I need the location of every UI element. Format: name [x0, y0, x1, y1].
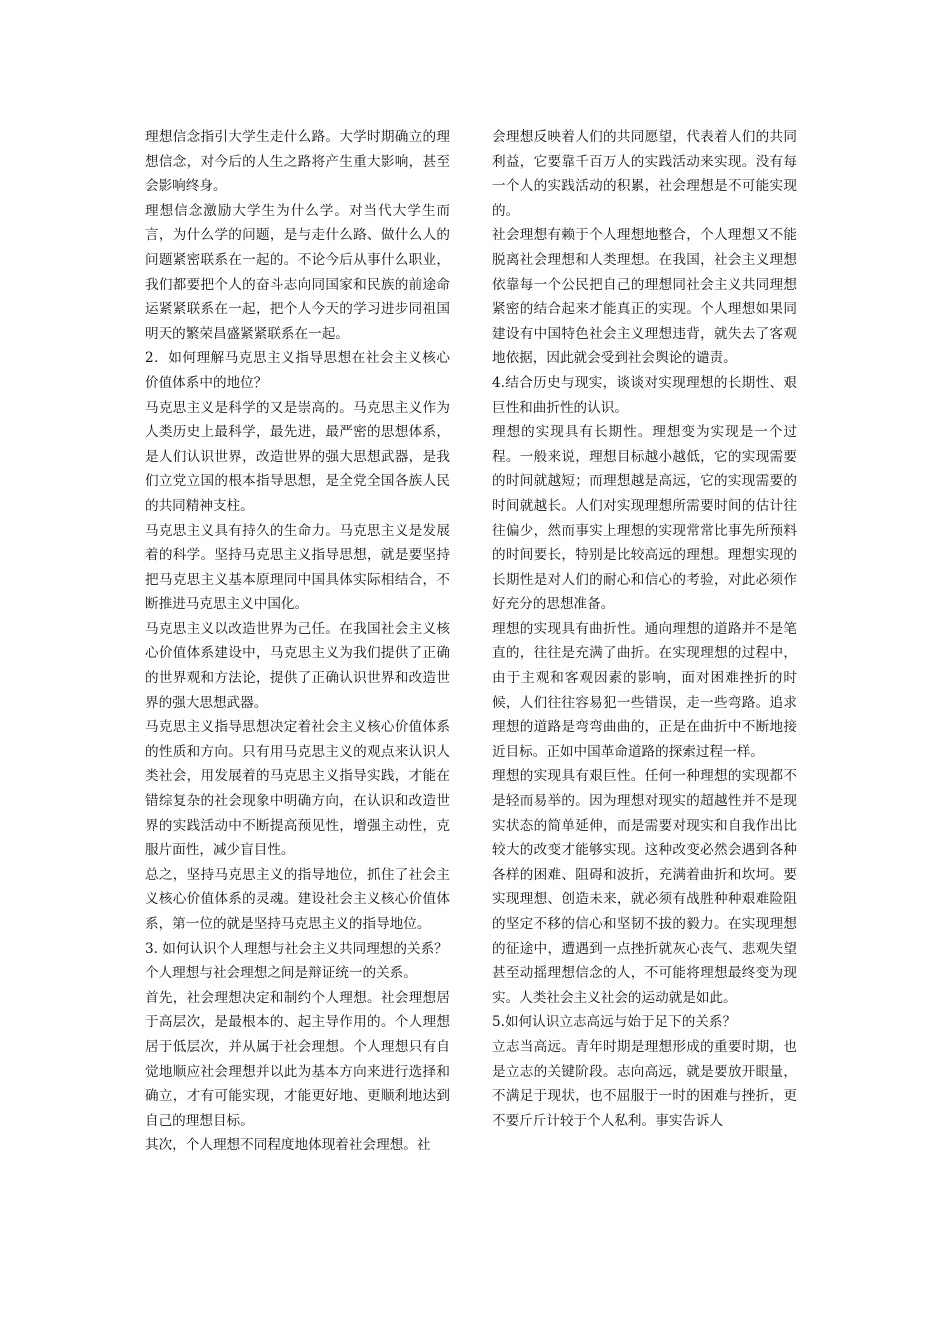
left-text-column: [145, 125, 450, 1158]
paragraph-summary: 总之，坚持马克思主义的指导地位，抓住了社会主义核心价值体系的灵魂。建设社会主义核心价值体系，第一位的就是坚持马克思主义的指导地位。: [145, 866, 450, 932]
question-heading-3: 3. 如何认识个人理想与社会主义共同理想的关系？: [145, 940, 448, 957]
question-heading-5: 5.如何认识立志高远与始于足下的关系？: [492, 1014, 737, 1031]
paragraph-marxism-transform: 马克思主义以改造世界为己任。在我国社会主义核心价值体系建设中，马克思主义为我们提供了正确的世界观和方法论，提供了正确认识世界和改造世界的强大思想武器。: [145, 620, 450, 711]
right-text-column: [492, 125, 797, 1133]
question-heading-4: 4.结合历史与现实，谈谈对实现理想的长期性、艰巨性和曲折性的认识。: [492, 374, 797, 416]
paragraph-marxism-direction: 马克思主义指导思想决定着社会主义核心价值体系的性质和方向。只有用马克思主义的观点来认识人类社会，用发展着的马克思主义指导实践，才能在错综复杂的社会现象中明确方向，在认识和改造世界的实践活动中不断提高预见性，增强主动性，克服片面性，减少盲目性。: [145, 719, 450, 859]
paragraph-arduous: 理想的实现具有艰巨性。任何一种理想的实现都不是轻而易举的。因为理想对现实的超越性并不是现实状态的简单延伸，而是需要对现实和自我作出比较大的改变才能够实现。这种改变必然会遇到各种各样的困难、阻碍和波折，充满着曲折和坎坷。要实现理想、创造未来，就必须有战胜种种艰难险阻的坚定不移的信心和坚韧不拔的毅力。在实现理想的征途中，遭遇到一点挫折就灰心丧气、悲观失望甚至动摇理想信念的人，不可能将理想最终变为现实。人类社会主义社会的运动就是如此。: [492, 768, 797, 1006]
paragraph-guide-path: 理想信念指引大学生走什么路。大学时期确立的理想信念，对今后的人生之路将产生重大影响，甚至会影响终身。: [145, 129, 450, 195]
paragraph-first-point: 首先，社会理想决定和制约个人理想。社会理想居于高层次，是最根本的、起主导作用的。个人理想居于低层次，并从属于社会理想。个人理想只有自觉地顺应社会理想并以此为基本方向来进行选择和确立，才有可能实现，才能更好地、更顺利地达到自己的理想目标。: [145, 989, 450, 1129]
paragraph-dialectical-unity: 个人理想与社会理想之间是辩证统一的关系。: [145, 965, 417, 982]
paragraph-marxism-scientific: 马克思主义是科学的又是崇高的。马克思主义作为人类历史上最科学，最先进，最严密的思想体系，是人们认识世界，改造世界的强大思想武器，是我们立党立国的根本指导思想，是全党全国各族人民的共同精神支柱。: [145, 399, 450, 514]
paragraph-integration: 社会理想有赖于个人理想地整合，个人理想又不能脱离社会理想和人类理想。在我国，社会主义理想依靠每一个公民把自己的理想同社会主义共同理想紧密的结合起来才能真正的实现。个人理想如果同建设有中国特色社会主义理想违背，就失去了客观地依据，因此就会受到社会舆论的谴责。: [492, 227, 797, 367]
question-heading-2: 2．如何理解马克思主义指导思想在社会主义核心价值体系中的地位？: [145, 350, 450, 391]
paragraph-social-ideal-continued: 会理想反映着人们的共同愿望，代表着人们的共同利益，它要靠千百万人的实践活动来实现。没有每一个人的实践活动的积累，社会理想是不可能实现的。: [492, 129, 797, 219]
paragraph-second-point: 其次，个人理想不同程度地体现着社会理想。社: [145, 1137, 431, 1154]
paragraph-motivate-study: 理想信念激励大学生为什么学。对当代大学生而言，为什么学的问题，是与走什么路、做什么人的问题紧密联系在一起的。不论今后从事什么职业，我们都要把个人的奋斗志向同国家和民族的前途命运紧紧联系在一起，把个人今天的学习进步同祖国明天的繁荣昌盛紧紧联系在一起。: [145, 202, 450, 342]
paragraph-long-term: 理想的实现具有长期性。理想变为实现是一个过程。一般来说，理想目标越小越低，它的实现需要的时间就越短；而理想越是高远，它的实现需要的时间就越长。人们对实现理想所需要时间的估计往往偏少，然而事实上理想的实现常常比事先所预料的时间要长，特别是比较高远的理想。理想实现的长期性是对人们的耐心和信心的考验，对此必须作好充分的思想准备。: [492, 424, 797, 613]
paragraph-marxism-vitality: 马克思主义具有持久的生命力。马克思主义是发展着的科学。坚持马克思主义指导思想，就是要坚持把马克思主义基本原理同中国具体实际相结合，不断推进马克思主义中国化。: [145, 522, 450, 613]
paragraph-tortuous: 理想的实现具有曲折性。通向理想的道路并不是笔直的，往往是充满了曲折。在实现理想的过程中，由于主观和客观因素的影响，面对困难挫折的时候，人们往往容易犯一些错误，走一些弯路。追求理想的道路是弯弯曲曲的，正是在曲折中不断地接近目标。正如中国革命道路的探索过程一样。: [492, 620, 797, 760]
paragraph-lofty-aspiration: 立志当高远。青年时期是理想形成的重要时期，也是立志的关键阶段。志向高远，就是要放开眼量，不满足于现状，也不屈服于一时的困难与挫折，更不要斤斤计较于个人私利。事实告诉人: [492, 1038, 797, 1129]
